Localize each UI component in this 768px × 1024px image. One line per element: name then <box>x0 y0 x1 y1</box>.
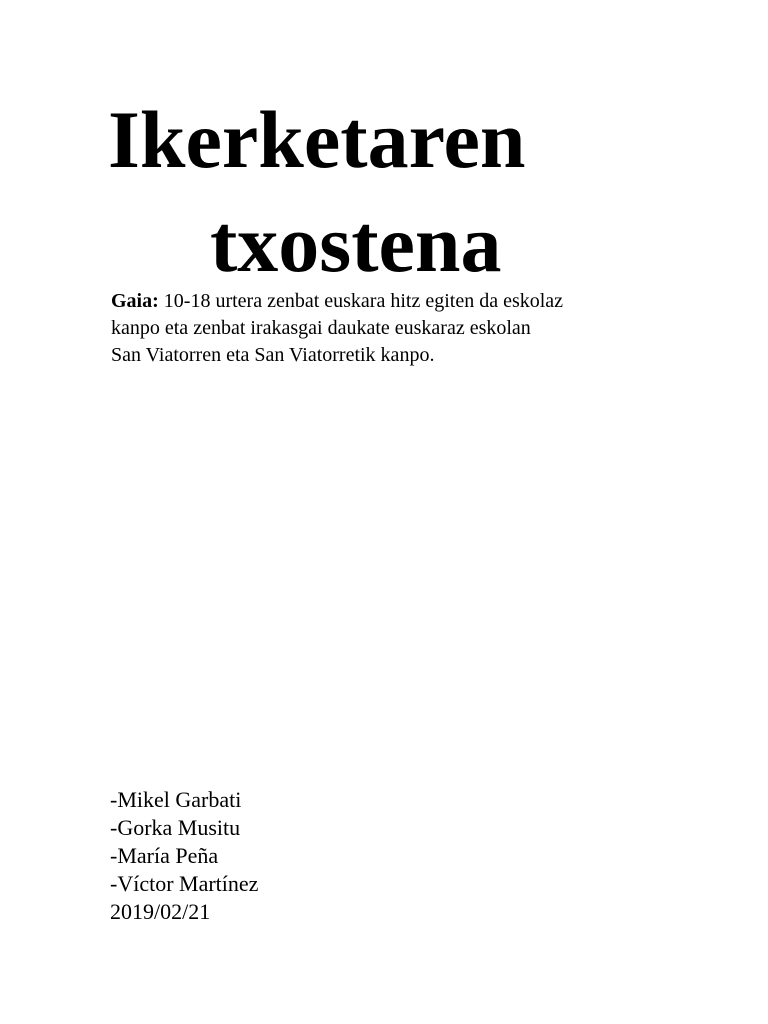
author-name: -María Peña <box>110 843 219 868</box>
title-line-1: Ikerketaren <box>108 94 526 185</box>
topic-text-1: 10-18 urtera zenbat euskara hitz egiten da eskolaz <box>158 290 564 312</box>
title-line-2: txostena <box>210 198 502 289</box>
topic-label: Gaia: <box>111 290 159 312</box>
topic-line-3: San Viatorren eta San Viatorretik kanpo. <box>111 344 435 366</box>
document-title <box>0 88 768 296</box>
document-date: 2019/02/21 <box>110 899 211 924</box>
topic-line-2: kanpo eta zenbat irakasgai daukate euskaraz eskolan <box>111 317 531 339</box>
author-list <box>110 786 258 926</box>
author-name: -Gorka Musitu <box>110 815 241 840</box>
author-name: -Mikel Garbati <box>110 787 242 812</box>
topic-paragraph <box>111 288 671 369</box>
author-name: -Víctor Martínez <box>110 871 259 896</box>
topic-line-1 <box>111 288 671 315</box>
